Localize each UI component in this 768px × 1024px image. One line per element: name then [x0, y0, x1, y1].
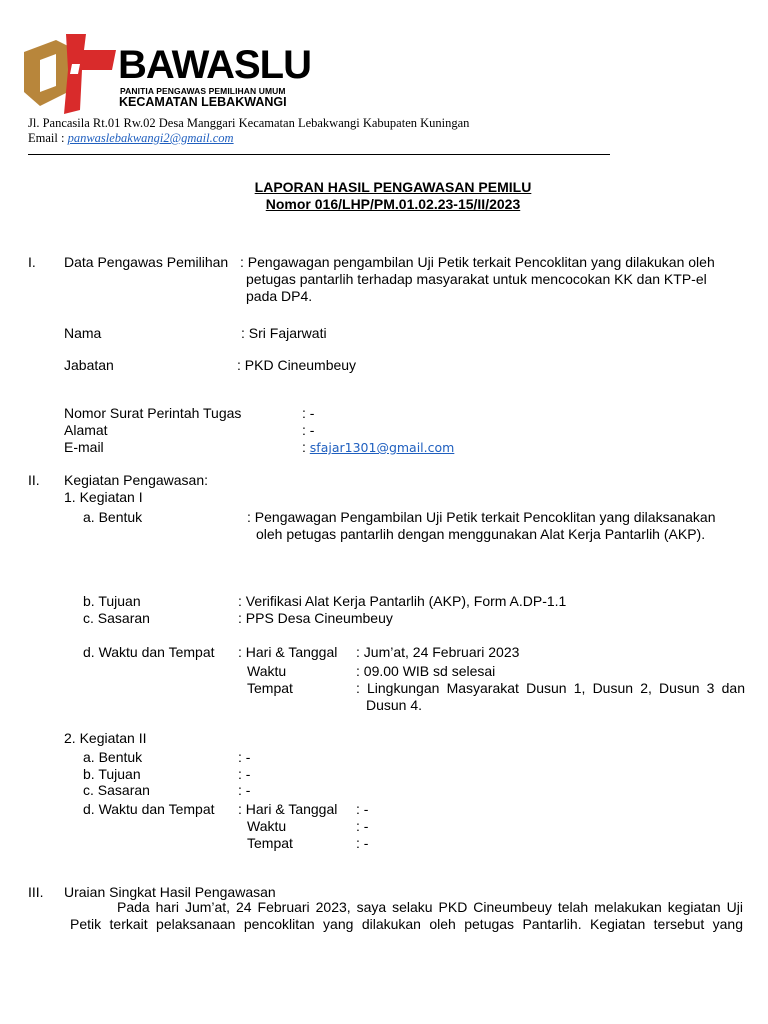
report-title: LAPORAN HASIL PENGAWASAN PEMILU — [254, 179, 532, 195]
header-email-link[interactable]: panwaslebakwangi2@gmail.com — [67, 131, 234, 145]
address-line: Jl. Pancasila Rt.01 Rw.02 Desa Manggari Kecamatan Lebakwangi Kabupaten Kuningan — [28, 116, 470, 130]
k2-tempat-value: : - — [356, 835, 369, 851]
k2-waktu-tempat-label: d. Waktu dan Tempat — [83, 801, 215, 817]
k1-tujuan-value: : Verifikasi Alat Kerja Pantarlih (AKP), Form A.DP-1.1 — [238, 593, 567, 609]
bawaslu-logo-icon — [20, 30, 124, 114]
k1-tempat-value-line2: Dusun 4. — [366, 697, 423, 713]
report-number: Nomor 016/LHP/PM.01.02.23-15/II/2023 — [265, 196, 521, 212]
kegiatan-1-label: 1. Kegiatan I — [64, 489, 143, 505]
brand-district: KECAMATAN LEBAKWANGI — [119, 95, 287, 109]
alamat-value: : - — [302, 422, 315, 438]
section-1-label: Data Pengawas Pemilihan — [64, 254, 229, 270]
k1-bentuk-value-line1: : Pengawagan Pengambilan Uji Petik terkait Pencoklitan yang dilaksanakan — [247, 509, 716, 525]
k1-waktu-value: : 09.00 WIB sd selesai — [356, 663, 496, 679]
jabatan-label: Jabatan — [64, 357, 114, 373]
k2-bentuk-label: a. Bentuk — [83, 749, 143, 765]
email-field-value — [302, 439, 454, 456]
k2-tujuan-value: : - — [238, 766, 251, 782]
brand-name: BAWASLU — [118, 43, 311, 87]
section-3-label: Uraian Singkat Hasil Pengawasan — [64, 884, 276, 900]
nama-value: : Sri Fajarwati — [241, 325, 327, 341]
email-field-colon: : — [302, 439, 310, 455]
k2-hari-value: : - — [356, 801, 369, 817]
section-3-number: III. — [28, 884, 44, 900]
jabatan-value: : PKD Cineumbeuy — [237, 357, 357, 373]
surat-tugas-value: : - — [302, 405, 315, 421]
k1-tempat-value-line1: Lingkungan Masyarakat Dusun 1, Dusun 2, Dusun 3 dan — [367, 680, 745, 696]
k2-hari-label: : Hari & Tanggal — [238, 801, 338, 817]
email-field-label: E-mail — [64, 439, 104, 455]
section-1-value-line1: : Pengawagan pengambilan Uji Petik terkait Pencoklitan yang dilakukan oleh — [240, 254, 715, 270]
header-divider — [28, 154, 610, 155]
k1-waktu-label: Waktu — [247, 663, 287, 679]
section-1-value-line2: petugas pantarlih terhadap masyarakat untuk mencocokan KK dan KTP-el — [246, 271, 707, 287]
k2-tempat-label: Tempat — [247, 835, 293, 851]
k2-waktu-value: : - — [356, 818, 369, 834]
k1-bentuk-value-line2: oleh petugas pantarlih dengan menggunakan Alat Kerja Pantarlih (AKP). — [256, 526, 706, 542]
section-1-value-line3: pada DP4. — [246, 288, 313, 304]
alamat-label: Alamat — [64, 422, 108, 438]
k2-sasaran-value: : - — [238, 782, 251, 798]
k1-waktu-tempat-label: d. Waktu dan Tempat — [83, 644, 215, 660]
k1-hari-label: : Hari & Tanggal — [238, 644, 338, 660]
email-line — [28, 131, 234, 146]
section-3-paragraph-line1: Pada hari Jum’at, 24 Februari 2023, saya selaku PKD Cineumbeuy telah melakukan kegiatan Uji — [117, 899, 743, 915]
section-1-number: I. — [28, 254, 36, 270]
section-2-label: Kegiatan Pengawasan: — [64, 472, 208, 488]
k1-sasaran-label: c. Sasaran — [83, 610, 150, 626]
k2-waktu-label: Waktu — [247, 818, 287, 834]
section-2-number: II. — [28, 472, 40, 488]
surat-tugas-label: Nomor Surat Perintah Tugas — [64, 405, 242, 421]
k2-sasaran-label: c. Sasaran — [83, 782, 150, 798]
k1-tempat-label: Tempat — [247, 680, 293, 696]
pengawas-email-link[interactable]: sfajar1301@gmail.com — [309, 440, 455, 455]
k2-tujuan-label: b. Tujuan — [83, 766, 141, 782]
k1-sasaran-value: : PPS Desa Cineumbeuy — [238, 610, 393, 626]
kegiatan-2-label: 2. Kegiatan II — [64, 730, 147, 746]
brand-subtitle: PANITIA PENGAWAS PEMILIHAN UMUM — [120, 86, 286, 96]
section-3-paragraph-line2: Petik terkait pelaksanaan pencoklitan yang dilakukan oleh petugas Pantarlih. Kegiatan tersebut yang — [70, 916, 743, 932]
k1-hari-value: : Jum’at, 24 Februari 2023 — [356, 644, 520, 660]
email-label: Email : — [28, 131, 68, 145]
k1-tempat-colon: : — [356, 680, 360, 696]
k1-bentuk-label: a. Bentuk — [83, 509, 143, 525]
k2-bentuk-value: : - — [238, 749, 251, 765]
k1-tujuan-label: b. Tujuan — [83, 593, 141, 609]
nama-label: Nama — [64, 325, 102, 341]
